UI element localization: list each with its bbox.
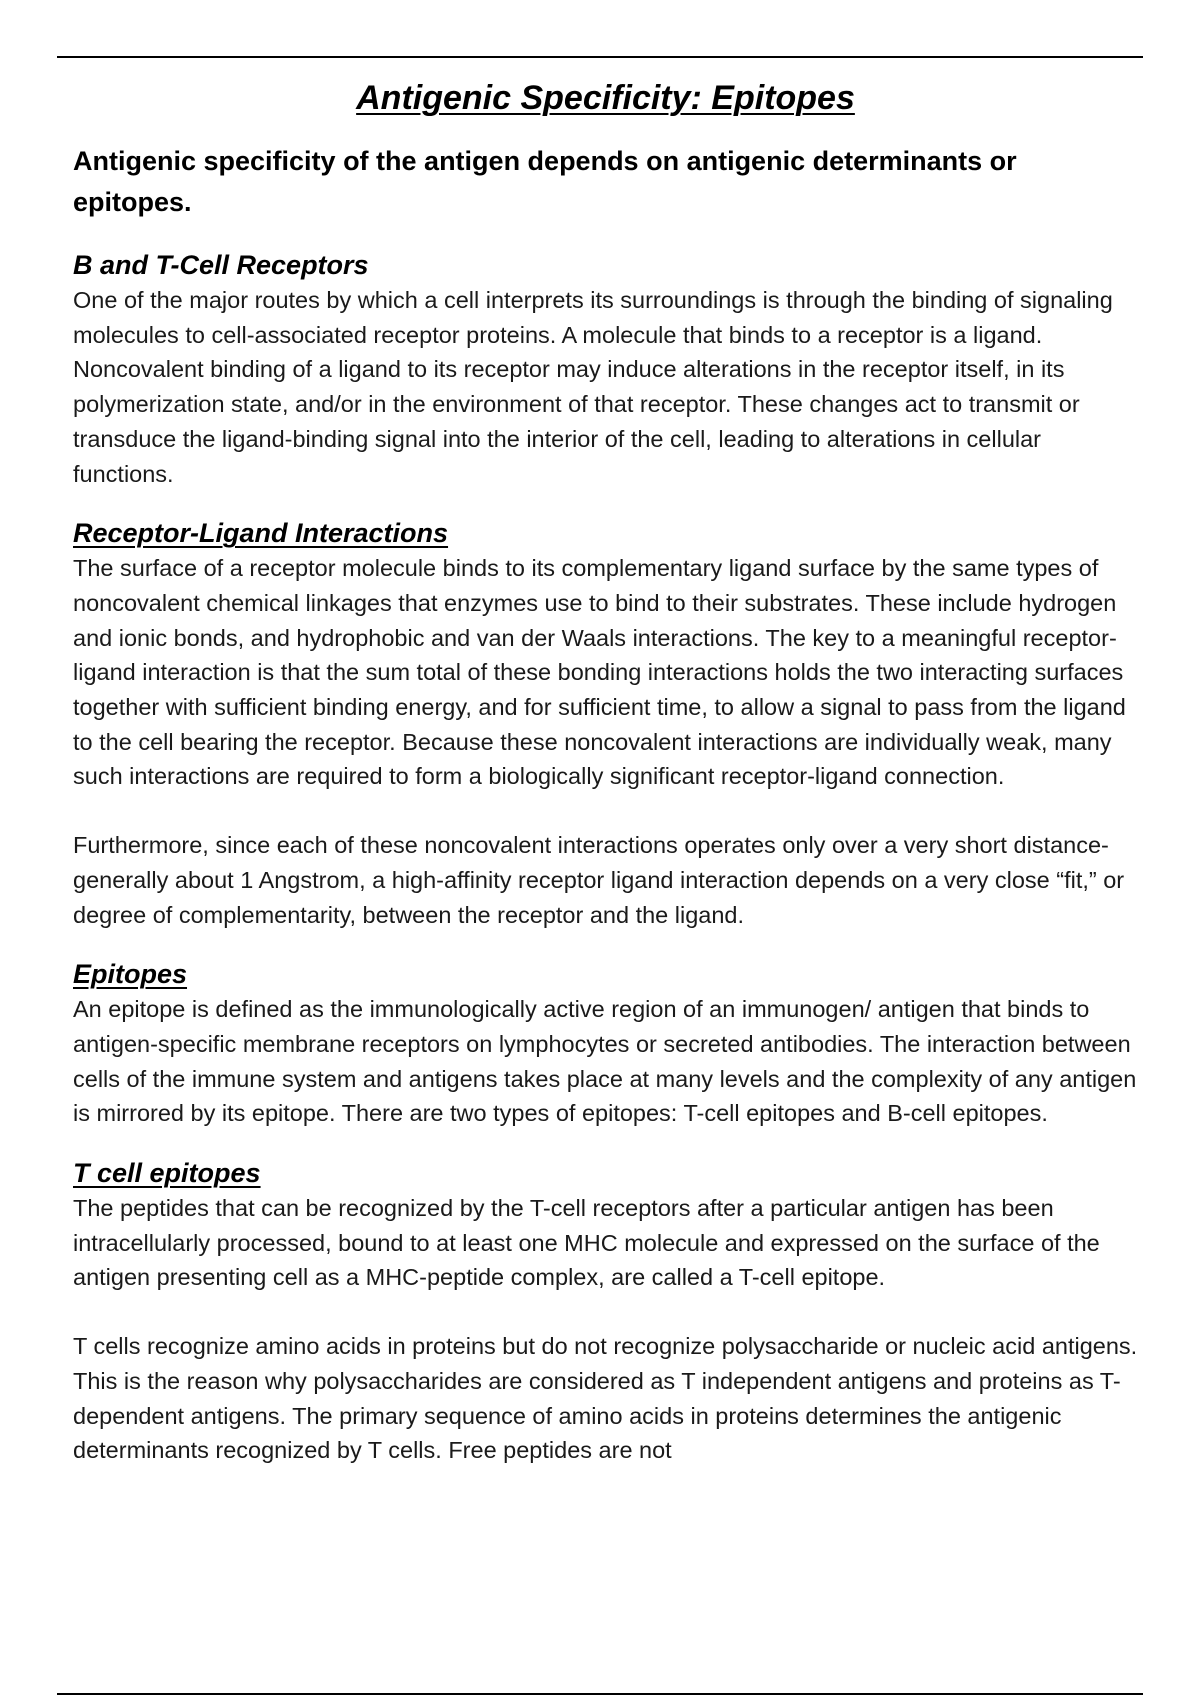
paragraph-receptors: One of the major routes by which a cell interprets its surroundings is through the binding of signaling molecules to cell-associated receptor proteins. A molecule that binds to a receptor is a ligand. Noncovalent binding of a ligand to its receptor may induce alterations in the receptor itself, in its polymerization state, and/or in the environment of that receptor. These changes act to transmit or transduce the ligand-binding signal into the interior of the cell, leading to alterations in cellular functions. xyxy=(73,287,1113,487)
document-title: Antigenic Specificity: Epitopes xyxy=(356,79,855,117)
section-heading-t-cell-epitopes: T cell epitopes xyxy=(73,1158,261,1189)
bottom-rule xyxy=(57,1693,1143,1695)
lead-statement: Antigenic specificity of the antigen depends on antigenic determinants or epitopes. xyxy=(73,146,1017,217)
document-page xyxy=(73,74,1138,1468)
section-heading-receptors: B and T-Cell Receptors xyxy=(73,250,369,280)
paragraph-receptor-ligand-2: Furthermore, since each of these noncovalent interactions operates only over a very short distance-generally about 1 Angstrom, a high-affinity receptor ligand interaction depends on a very close “fit,” or degree of complementarity, between the receptor and the ligand. xyxy=(73,832,1125,928)
section-heading-receptor-ligand: Receptor-Ligand Interactions xyxy=(73,518,449,549)
paragraph-epitopes: An epitope is defined as the immunologically active region of an immunogen/ antigen that binds to antigen-specific membrane receptors on lymphocytes or secreted antibodies. The interaction between cells of the immune system and antigens takes place at many levels and the complexity of any antigen is mirrored by its epitope. There are two types of epitopes: T-cell epitopes and B-cell epitopes. xyxy=(73,996,1137,1127)
paragraph-t-cell-epitopes-1: The peptides that can be recognized by the T-cell receptors after a particular antigen has been intracellularly processed, bound to at least one MHC molecule and expressed on the surface of the antigen presenting cell as a MHC-peptide complex, are called a T-cell epitope. xyxy=(73,1195,1100,1291)
paragraph-t-cell-epitopes-2: T cells recognize amino acids in proteins but do not recognize polysaccharide or nucleic acid antigens. This is the reason why polysaccharides are considered as T independent antigens and proteins as T-dependent antigens. The primary sequence of amino acids in proteins determines the antigenic determinants recognized by T cells. Free peptides are not xyxy=(73,1333,1138,1464)
paragraph-receptor-ligand-1: The surface of a receptor molecule binds to its complementary ligand surface by the same types of noncovalent chemical linkages that enzymes use to bind to their substrates. These include hydrogen and ionic bonds, and hydrophobic and van der Waals interactions. The key to a meaningful receptor-ligand interaction is that the sum total of these bonding interactions holds the two interacting surfaces together with sufficient binding energy, and for sufficient time, to allow a signal to pass from the ligand to the cell bearing the receptor. Because these noncovalent interactions are individually weak, many such interactions are required to form a biologically significant receptor-ligand connection. xyxy=(73,555,1126,790)
top-rule xyxy=(57,56,1143,58)
section-heading-epitopes: Epitopes xyxy=(73,959,188,990)
